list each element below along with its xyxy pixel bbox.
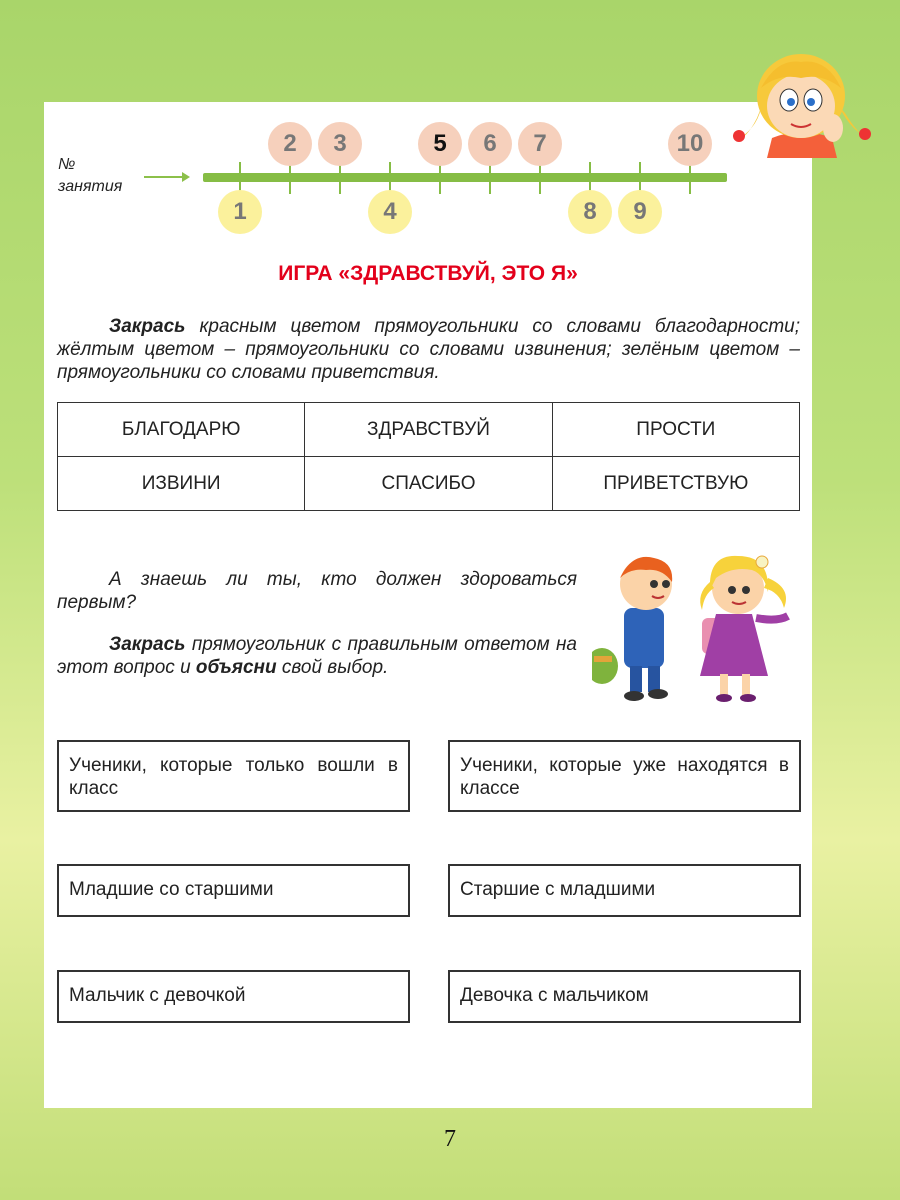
word-cell[interactable]: БЛАГОДАРЮ	[58, 403, 305, 457]
answer-box-5[interactable]	[57, 970, 410, 1023]
lesson-bubble-8: 8	[568, 190, 612, 234]
table-row	[58, 457, 800, 511]
answer-text: Ученики, которые только вошли в класс	[69, 755, 398, 799]
lesson-bubble-4: 4	[368, 190, 412, 234]
word-cell[interactable]: ИЗВИНИ	[58, 457, 305, 511]
task2-text-a: прямоугольник с правильным ответом на этот вопрос и	[57, 634, 578, 678]
answer-text: Младшие со старшими	[69, 879, 274, 900]
children-illustration	[592, 548, 802, 718]
task2-verb2: объясни	[195, 657, 277, 678]
task1-text: красным цветом прямоугольники со словами благодарности; жёлтым цветом – прямоугольники со словами извинения; зелёным цветом – прямоугольники со словами приветствия.	[57, 316, 800, 383]
word-cell[interactable]: ПРИВЕТСТВУЮ	[552, 457, 799, 511]
answer-box-2[interactable]	[448, 740, 801, 812]
words-table	[57, 402, 800, 511]
timeline-tick	[489, 162, 491, 194]
lesson-bubble-6: 6	[468, 122, 512, 166]
task1-verb: Закрась	[109, 316, 186, 337]
lesson-number-label	[58, 154, 122, 198]
timeline-tick	[689, 162, 691, 194]
answer-text: Мальчик с девочкой	[69, 985, 246, 1006]
task2-text-b: свой выбор.	[281, 657, 389, 678]
lesson-bubble-5-current: 5	[418, 122, 462, 166]
lesson-timeline	[203, 173, 727, 182]
page-number: 7	[444, 1126, 456, 1152]
lesson-bubble-10: 10	[668, 122, 712, 166]
timeline-tick	[439, 162, 441, 194]
timeline-tick	[339, 162, 341, 194]
word-cell[interactable]: ПРОСТИ	[552, 403, 799, 457]
question-sentence: А знаешь ли ты, кто должен здороваться первым?	[57, 569, 577, 613]
timeline-tick	[539, 162, 541, 194]
question-text	[57, 568, 577, 614]
task2-instruction	[57, 633, 577, 679]
lesson-bubble-7: 7	[518, 122, 562, 166]
arrow-right-icon	[144, 176, 188, 178]
page-title: ИГРА «ЗДРАВСТВУЙ, ЭТО Я»	[278, 262, 578, 285]
lesson-bubble-1: 1	[218, 190, 262, 234]
lesson-bubble-3: 3	[318, 122, 362, 166]
answer-box-3[interactable]	[57, 864, 410, 917]
label-lesson: занятия	[58, 178, 123, 195]
table-row	[58, 403, 800, 457]
label-no: №	[58, 156, 76, 173]
task1-instruction	[57, 315, 800, 384]
word-cell[interactable]: ЗДРАВСТВУЙ	[305, 403, 552, 457]
answer-text: Девочка с мальчиком	[460, 985, 649, 1006]
answer-box-6[interactable]	[448, 970, 801, 1023]
timeline-tick	[289, 162, 291, 194]
lesson-bubble-9: 9	[618, 190, 662, 234]
answer-box-4[interactable]	[448, 864, 801, 917]
girl-mascot-illustration	[727, 28, 877, 158]
answer-text: Ученики, которые уже находятся в классе	[460, 755, 789, 799]
answer-box-1[interactable]	[57, 740, 410, 812]
lesson-bubble-2: 2	[268, 122, 312, 166]
answer-text: Старшие с младшими	[460, 879, 656, 900]
task2-verb: Закрась	[109, 634, 186, 655]
word-cell[interactable]: СПАСИБО	[305, 457, 552, 511]
